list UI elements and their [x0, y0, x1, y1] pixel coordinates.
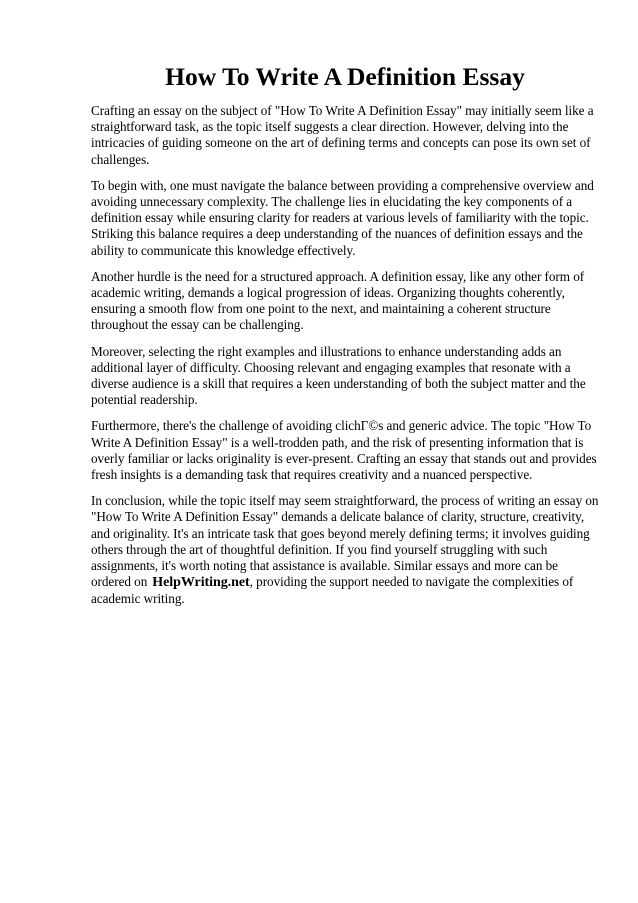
- document-title: How To Write A Definition Essay: [165, 62, 525, 91]
- paragraph-4: Moreover, selecting the right examples and illustrations to enhance understanding adds an additional layer of difficulty. Choosing relevant and engaging examples that resonate with a diverse audience is a skill that requires a keen understanding of both the subject matter and the potential readership.: [91, 343, 586, 408]
- paragraph-2: To begin with, one must navigate the balance between providing a comprehensive overview and avoiding unnecessary complexity. The challenge lies in elucidating the key components of a definition essay while ensuring clarity for readers at various levels of familiarity with the topic. Striking this balance requires a deep understanding of the nuances of definition essays and the ability to communicate this knowledge effectively.: [91, 177, 594, 258]
- conclusion-text-after-link: , providing the support needed to navigate the complexities of academic writing.: [91, 574, 574, 607]
- paragraph-5: Furthermore, there's the challenge of avoiding clichΓ©s and generic advice. The topic "How To Write A Definition Essay" is a well-trodden path, and the risk of presenting information that is overly familiar or lacks originality is ever-present. Crafting an essay that stands out and provides fresh insights is a demanding task that requires creativity and a nuanced perspective.: [91, 418, 597, 483]
- document-body: [91, 103, 601, 618]
- helpwriting-link[interactable]: HelpWriting.net: [152, 575, 250, 591]
- paragraph-conclusion: [91, 493, 601, 607]
- conclusion-text-before-link: In conclusion, while the topic itself may seem straightforward, the process of writing an essay on "How To Write A Definition Essay" demands a delicate balance of clarity, structure, creativity, and originality. It's an intricate task that goes beyond merely defining terms; it involves guiding others through the art of thoughtful definition. If you find yourself struggling with such assignments, it's worth noting that assistance is available. Similar essays and more can be ordered on: [91, 493, 599, 590]
- paragraph-3: Another hurdle is the need for a structured approach. A definition essay, like any other form of academic writing, demands a logical progression of ideas. Organizing thoughts coherently, ensuring a smooth flow from one point to the next, and maintaining a coherent structure throughout the essay can be challenging.: [91, 268, 585, 333]
- paragraph-1: Crafting an essay on the subject of "How To Write A Definition Essay" may initially seem like a straightforward task, as the topic itself suggests a clear direction. However, delving into the intricacies of guiding someone on the art of defining terms and concepts can pose its own set of challenges.: [91, 103, 594, 167]
